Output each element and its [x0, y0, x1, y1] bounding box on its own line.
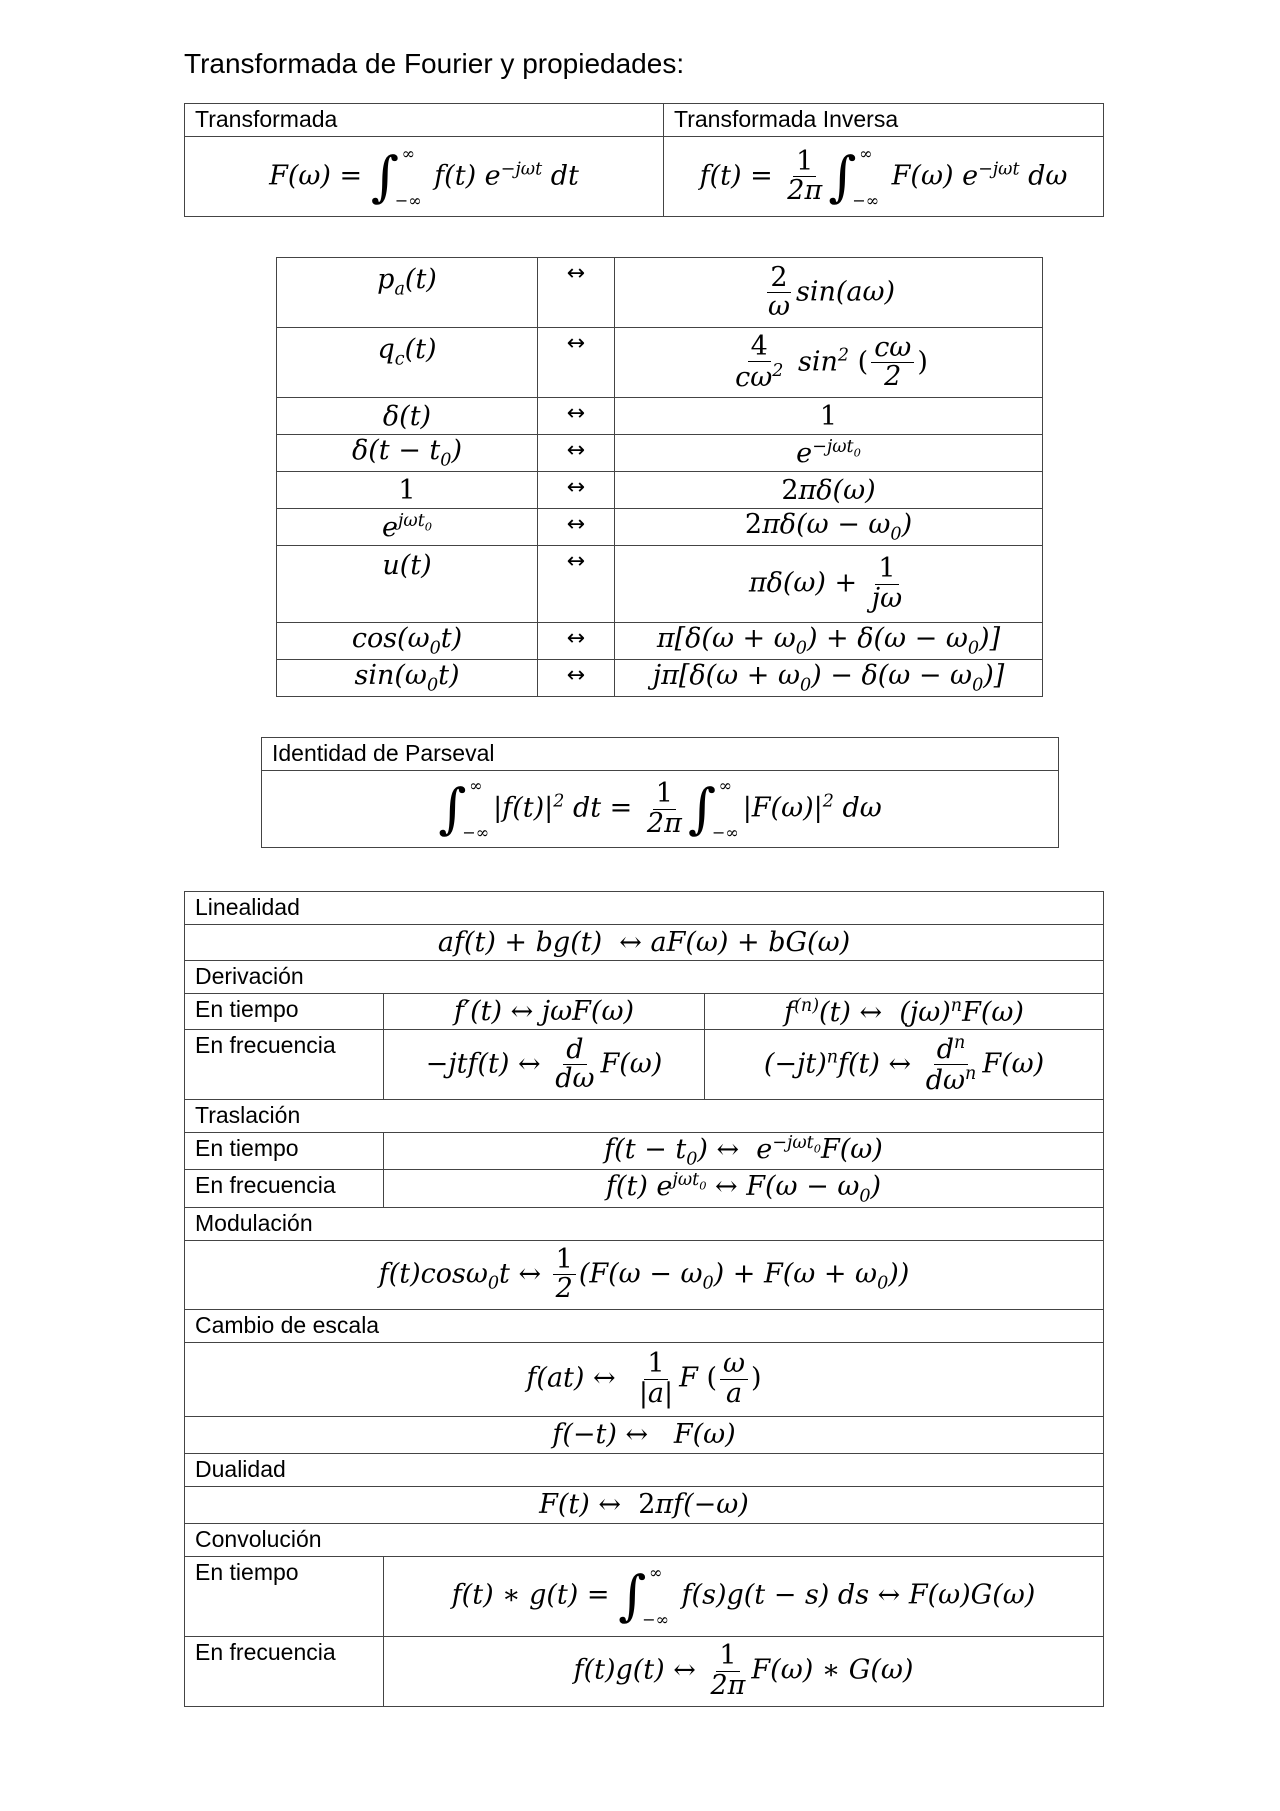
pair-freq-pulse: $\frac{2}{\omega}$ sin(aω): [615, 258, 1043, 328]
pair-arrow: ↔: [538, 398, 615, 435]
pair-freq-complex-exp: $2\pi\delta(\omega - \omega_0)$: [615, 509, 1043, 546]
pair-time-cosine: $\cos(\omega_0t)$: [277, 623, 538, 660]
pair-arrow: ↔: [538, 623, 615, 660]
pair-freq-delta: 1: [615, 398, 1043, 435]
derivation-label: Derivación: [185, 961, 1104, 994]
derivation-time-first: f′(t) ↔ jωF(ω): [384, 994, 705, 1030]
pair-time-triangle: $q_c(t)$: [277, 328, 538, 398]
forward-transform-formula: F(ω) = ∫ ∞ −∞ f(t) $e^{-j\omega t}$ dt: [185, 137, 664, 217]
translation-time-label: En tiempo: [185, 1133, 384, 1170]
parseval-label: Identidad de Parseval: [262, 738, 1059, 771]
modulation-formula: f(t)cosω$_0$t ↔ $\frac{1}{2}$ $(F(\omega - \omega_0) + F(\omega + \omega_0))$: [185, 1240, 1104, 1309]
translation-label: Traslación: [185, 1100, 1104, 1133]
pair-freq-step: πδ(ω) + $\frac{1}{j\omega}$: [615, 546, 1043, 623]
duality-label: Dualidad: [185, 1453, 1104, 1486]
pair-time-shifted-delta: $\delta(t - t_0)$: [277, 435, 538, 472]
pair-freq-constant: 2πδ(ω): [615, 472, 1043, 509]
pair-freq-shifted-delta: $e^{-j\omega t_0}$: [615, 435, 1043, 472]
pair-time-constant: 1: [277, 472, 538, 509]
pair-time-step: u(t): [277, 546, 538, 623]
pair-time-delta: δ(t): [277, 398, 538, 435]
forward-transform-label: Transformada: [185, 104, 664, 137]
pair-time-pulse: $p_a(t)$: [277, 258, 538, 328]
transform-table: [184, 103, 1104, 217]
time-reversal-formula: f(−t) ↔ F(ω): [185, 1416, 1104, 1453]
pair-arrow: ↔: [538, 258, 615, 328]
pair-arrow: ↔: [538, 435, 615, 472]
pair-arrow: ↔: [538, 546, 615, 623]
linearity-formula: af(t) + bg(t) ↔ aF(ω) + bG(ω): [185, 925, 1104, 961]
duality-formula: F(t) ↔ 2πf(−ω): [185, 1486, 1104, 1523]
modulation-label: Modulación: [185, 1207, 1104, 1240]
parseval-table: [261, 737, 1059, 848]
convolution-freq-label: En frecuencia: [185, 1636, 384, 1706]
properties-table: [184, 891, 1104, 1707]
derivation-time-nth: $f^{(n)}(t)$ ↔ $(j\omega)^nF(\omega)$: [705, 994, 1104, 1030]
convolution-time-formula: f(t) ∗ g(t) = ∫ ∞ −∞ f(s)g(t − s) ds ↔ F(ω)G(ω): [384, 1556, 1104, 1636]
scale-change-formula: f(at) ↔ $\frac{1}{|a|}$ F ( $\frac{\omega}{a}$ ): [185, 1342, 1104, 1416]
translation-freq-formula: f(t) $e^{j\omega t_0}$ ↔ $F(\omega - \omega_0)$: [384, 1170, 1104, 1207]
inverse-transform-label: Transformada Inversa: [664, 104, 1104, 137]
page-title: Transformada de Fourier y propiedades:: [184, 48, 685, 79]
parseval-formula: ∫ ∞ −∞ $|f(t)|^2$ dt = $\frac{1}{2\pi}$ ∫ ∞ −∞ $|F(\omega)|^2$ dω: [262, 771, 1059, 848]
convolution-label: Convolución: [185, 1523, 1104, 1556]
translation-time-formula: $f(t - t_0)$ ↔ $e^{-j\omega t_0}F(\omega)$: [384, 1133, 1104, 1170]
pair-arrow: ↔: [538, 509, 615, 546]
derivation-time-label: En tiempo: [185, 994, 384, 1030]
translation-freq-label: En frecuencia: [185, 1170, 384, 1207]
convolution-freq-formula: f(t)g(t) ↔ $\frac{1}{2\pi}$ F(ω) ∗ G(ω): [384, 1636, 1104, 1706]
transform-pairs-table: [276, 257, 1043, 697]
pair-arrow: ↔: [538, 660, 615, 697]
pair-arrow: ↔: [538, 328, 615, 398]
convolution-time-label: En tiempo: [185, 1556, 384, 1636]
pair-time-complex-exp: $e^{j\omega t_0}$: [277, 509, 538, 546]
pair-arrow: ↔: [538, 472, 615, 509]
inverse-transform-formula: f(t) = $\frac{1}{2\pi}$ ∫ ∞ −∞ F(ω) $e^{-j\omega t}$ dω: [664, 137, 1104, 217]
derivation-freq-first: −jtf(t) ↔ $\frac{d}{d\omega}$ F(ω): [384, 1030, 705, 1100]
pair-time-sine: $\sin(\omega_0t)$: [277, 660, 538, 697]
scale-change-label: Cambio de escala: [185, 1309, 1104, 1342]
linearity-label: Linealidad: [185, 892, 1104, 925]
derivation-freq-nth: $(-jt)^nf(t)$ ↔ $\frac{d^n}{d\omega^n}$ F(ω): [705, 1030, 1104, 1100]
pair-freq-cosine: $\pi[\delta(\omega + \omega_0) + \delta(\omega - \omega_0)]$: [615, 623, 1043, 660]
pair-freq-triangle: $\frac{4}{c\omega^2}$ $\sin^2$ ( $\frac{c\omega}{2}$ ): [615, 328, 1043, 398]
derivation-freq-label: En frecuencia: [185, 1030, 384, 1100]
pair-freq-sine: $j\pi[\delta(\omega + \omega_0) - \delta(\omega - \omega_0)]$: [615, 660, 1043, 697]
